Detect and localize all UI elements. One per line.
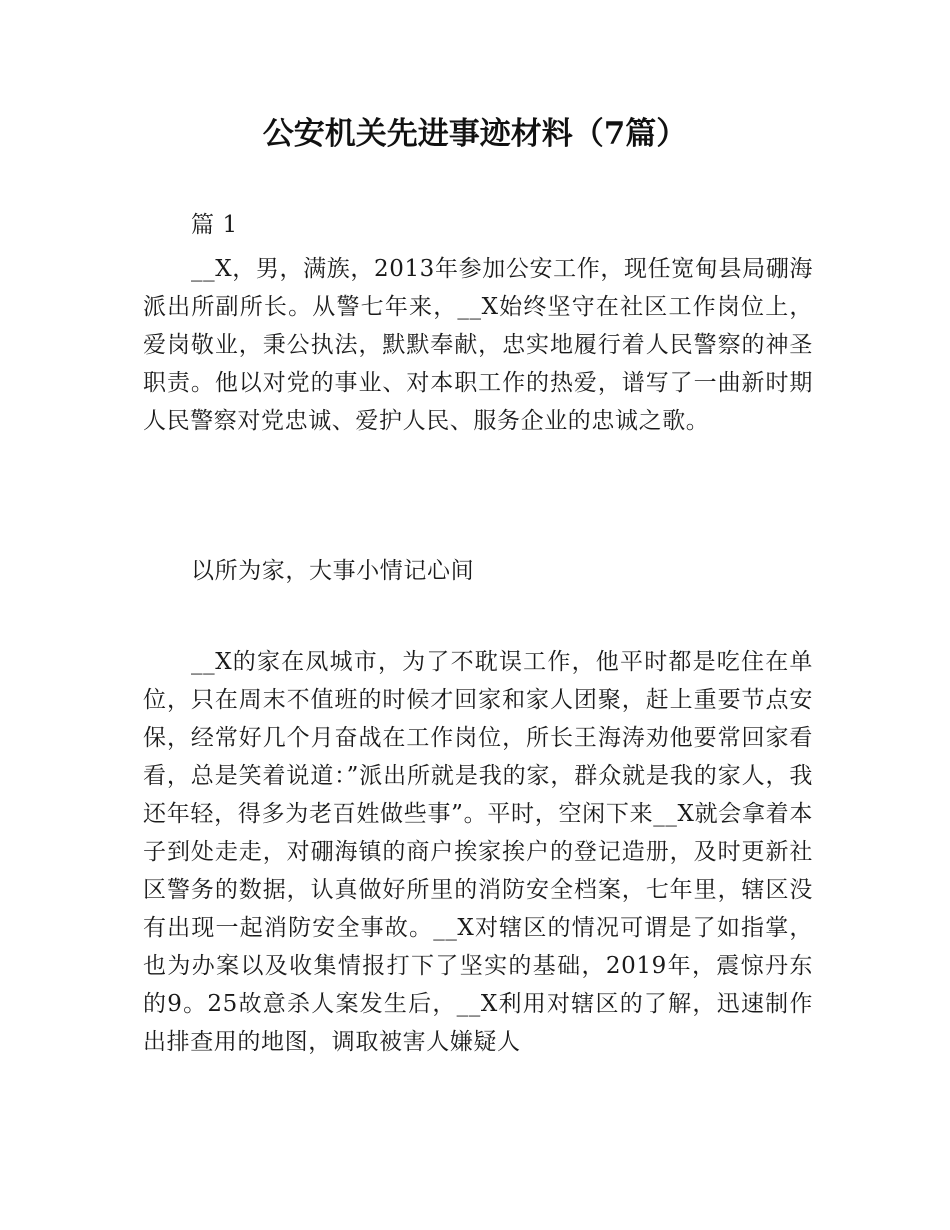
section-label: 篇 1	[191, 212, 238, 238]
document-title: 公安机关先进事迹材料（7篇）	[262, 116, 688, 152]
paragraph-intro: __X，男，满族，2013年参加公安工作，现任宽甸县局硼海派出所副所长。从警七年来，__X始终坚守在社区工作岗位上，爱岗敬业，秉公执法，默默奉献，忠实地履行着人民警察的神圣职责。他以对党的事业、对本职工作的热爱，谱写了一曲新时期人民警察对党忠诚、爱护人民、服务企业的忠诚之歌。	[143, 256, 813, 434]
section-heading: 以所为家，大事小情记心间	[191, 558, 475, 584]
paragraph-body: __X的家在凤城市，为了不耽误工作，他平时都是吃住在单位，只在周末不值班的时候才回家和家人团聚，赶上重要节点安保，经常好几个月奋战在工作岗位，所长王海涛劝他要常回家看看，总是笑着说道：”派出所就是我的家，群众就是我的家人，我还年轻，得多为老百姓做些事”。平时，空闲下来__X就会拿着本子到处走走，对硼海镇的商户挨家挨户的登记造册，及时更新社区警务的数据，认真做好所里的消防安全档案，七年里，辖区没有出现一起消防安全事故。__X对辖区的情况可谓是了如指掌，也为办案以及收集情报打下了坚实的基础，2019年，震惊丹东的9。25故意杀人案发生后，__X利用对辖区的了解，迅速制作出排查用的地图，调取被害人嫌疑人	[143, 649, 813, 1055]
